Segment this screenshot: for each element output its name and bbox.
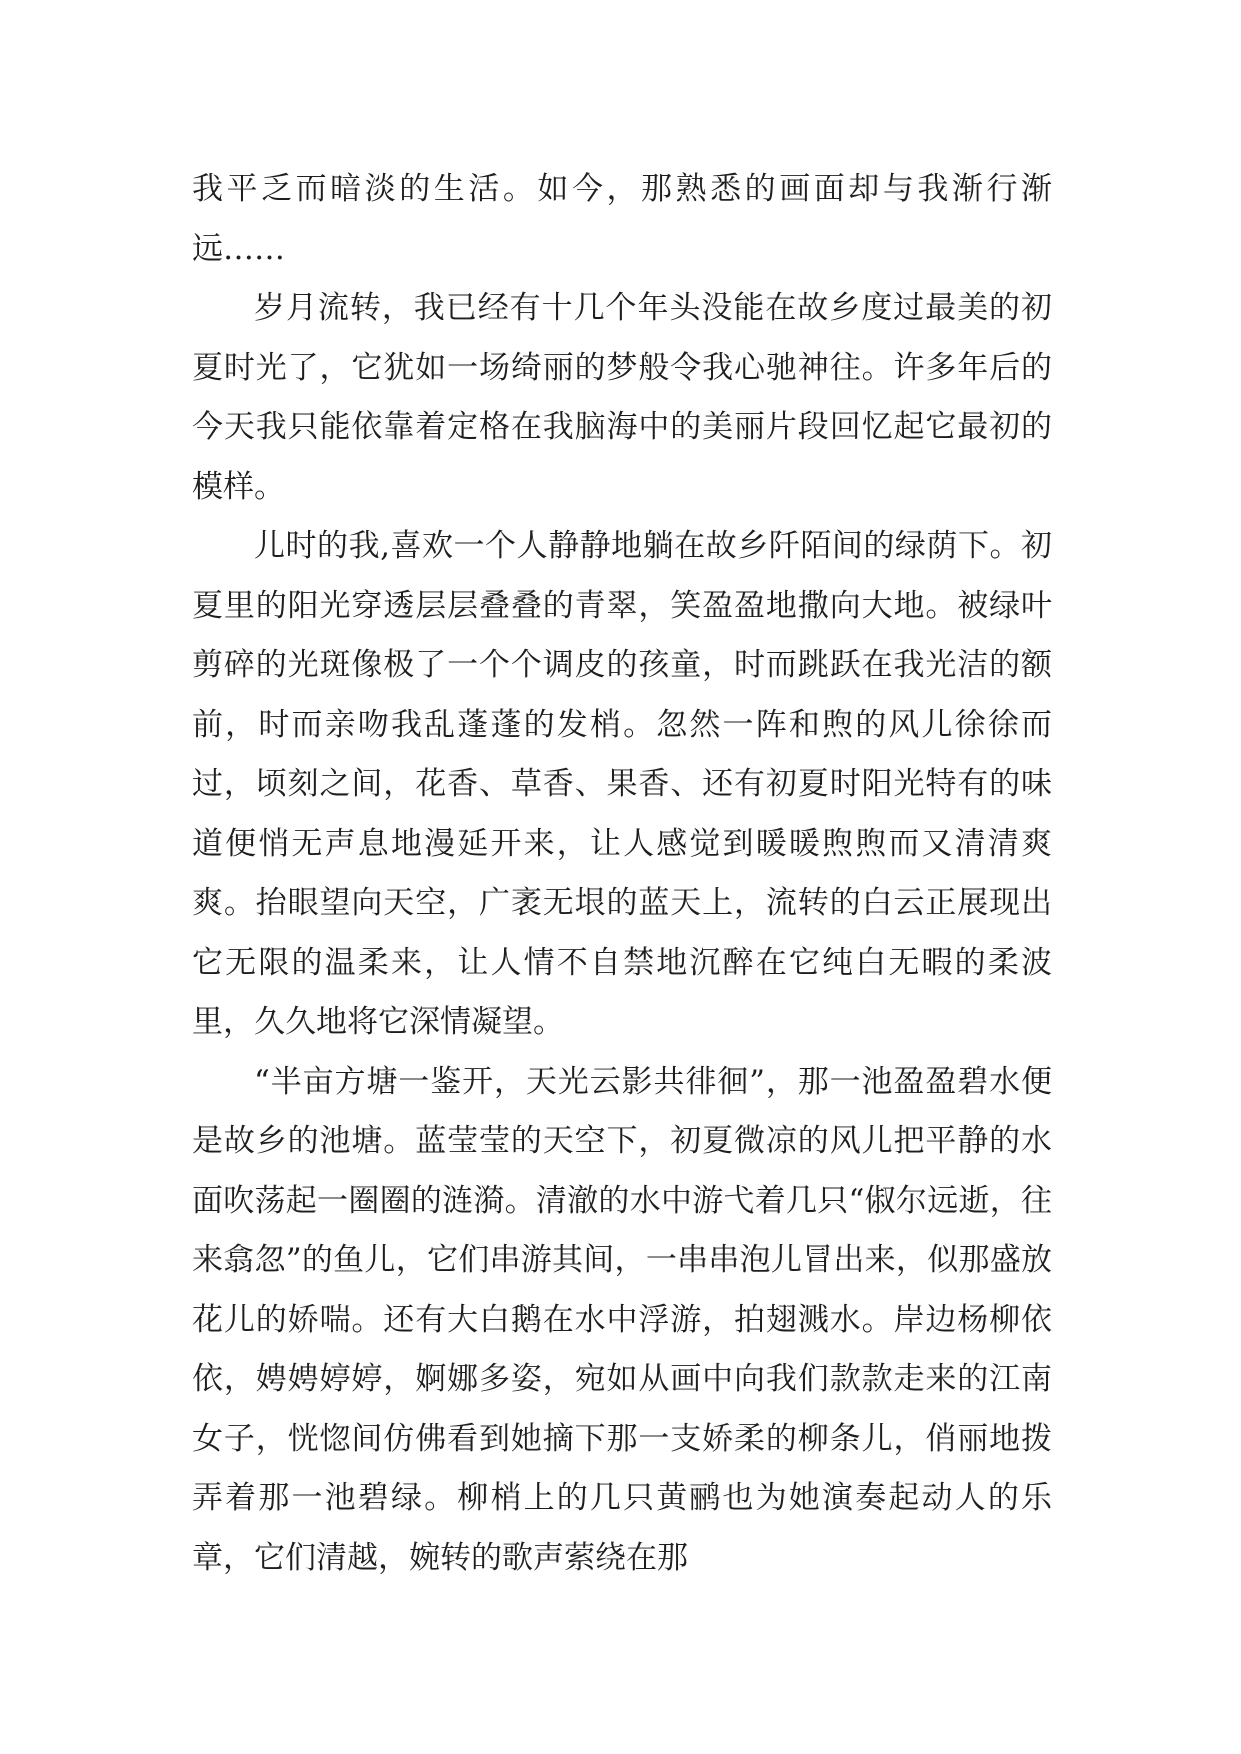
document-body xyxy=(192,160,1052,1588)
paragraph-continued: 我平乏而暗淡的生活。如今，那熟悉的画面却与我渐行渐远…… xyxy=(192,171,1052,267)
paragraph: 岁月流转，我已经有十几个年头没能在故乡度过最美的初夏时光了，它犹如一场绮丽的梦般令我心驰神往。许多年后的今天我只能依靠着定格在我脑海中的美丽片段回忆起它最初的模样。 xyxy=(192,290,1052,505)
paragraph: “半亩方塘一鉴开，天光云影共徘徊”，那一池盈盈碧水便是故乡的池塘。蓝莹莹的天空下，初夏微凉的风儿把平静的水面吹荡起一圈圈的涟漪。清澈的水中游弋着几只“俶尔远逝，往来翕忽”的鱼儿，它们串游其间，一串串泡儿冒出来，似那盛放花儿的娇喘。还有大白鹅在水中浮游，拍翅溅水。岸边杨柳依依，娉娉婷婷，婀娜多姿，宛如从画中向我们款款走来的江南女子，恍惚间仿佛看到她摘下那一支娇柔的柳条儿，俏丽地拨弄着那一池碧绿。柳梢上的几只黄鹂也为她演奏起动人的乐章，它们清越，婉转的歌声萦绕在那 xyxy=(192,1063,1052,1576)
paragraph: 儿时的我,喜欢一个人静静地躺在故乡阡陌间的绿荫下。初夏里的阳光穿透层层叠叠的青翠，笑盈盈地撒向大地。被绿叶剪碎的光斑像极了一个个调皮的孩童，时而跳跃在我光洁的额前，时而亲吻我乱蓬蓬的发梢。忽然一阵和煦的风儿徐徐而过，顷刻之间，花香、草香、果香、还有初夏时阳光特有的味道便悄无声息地漫延开来，让人感觉到暖暖煦煦而又清清爽爽。抬眼望向天空，广袤无垠的蓝天上，流转的白云正展现出它无限的温柔来，让人情不自禁地沉醉在它纯白无暇的柔波里，久久地将它深情凝望。 xyxy=(192,528,1052,1040)
